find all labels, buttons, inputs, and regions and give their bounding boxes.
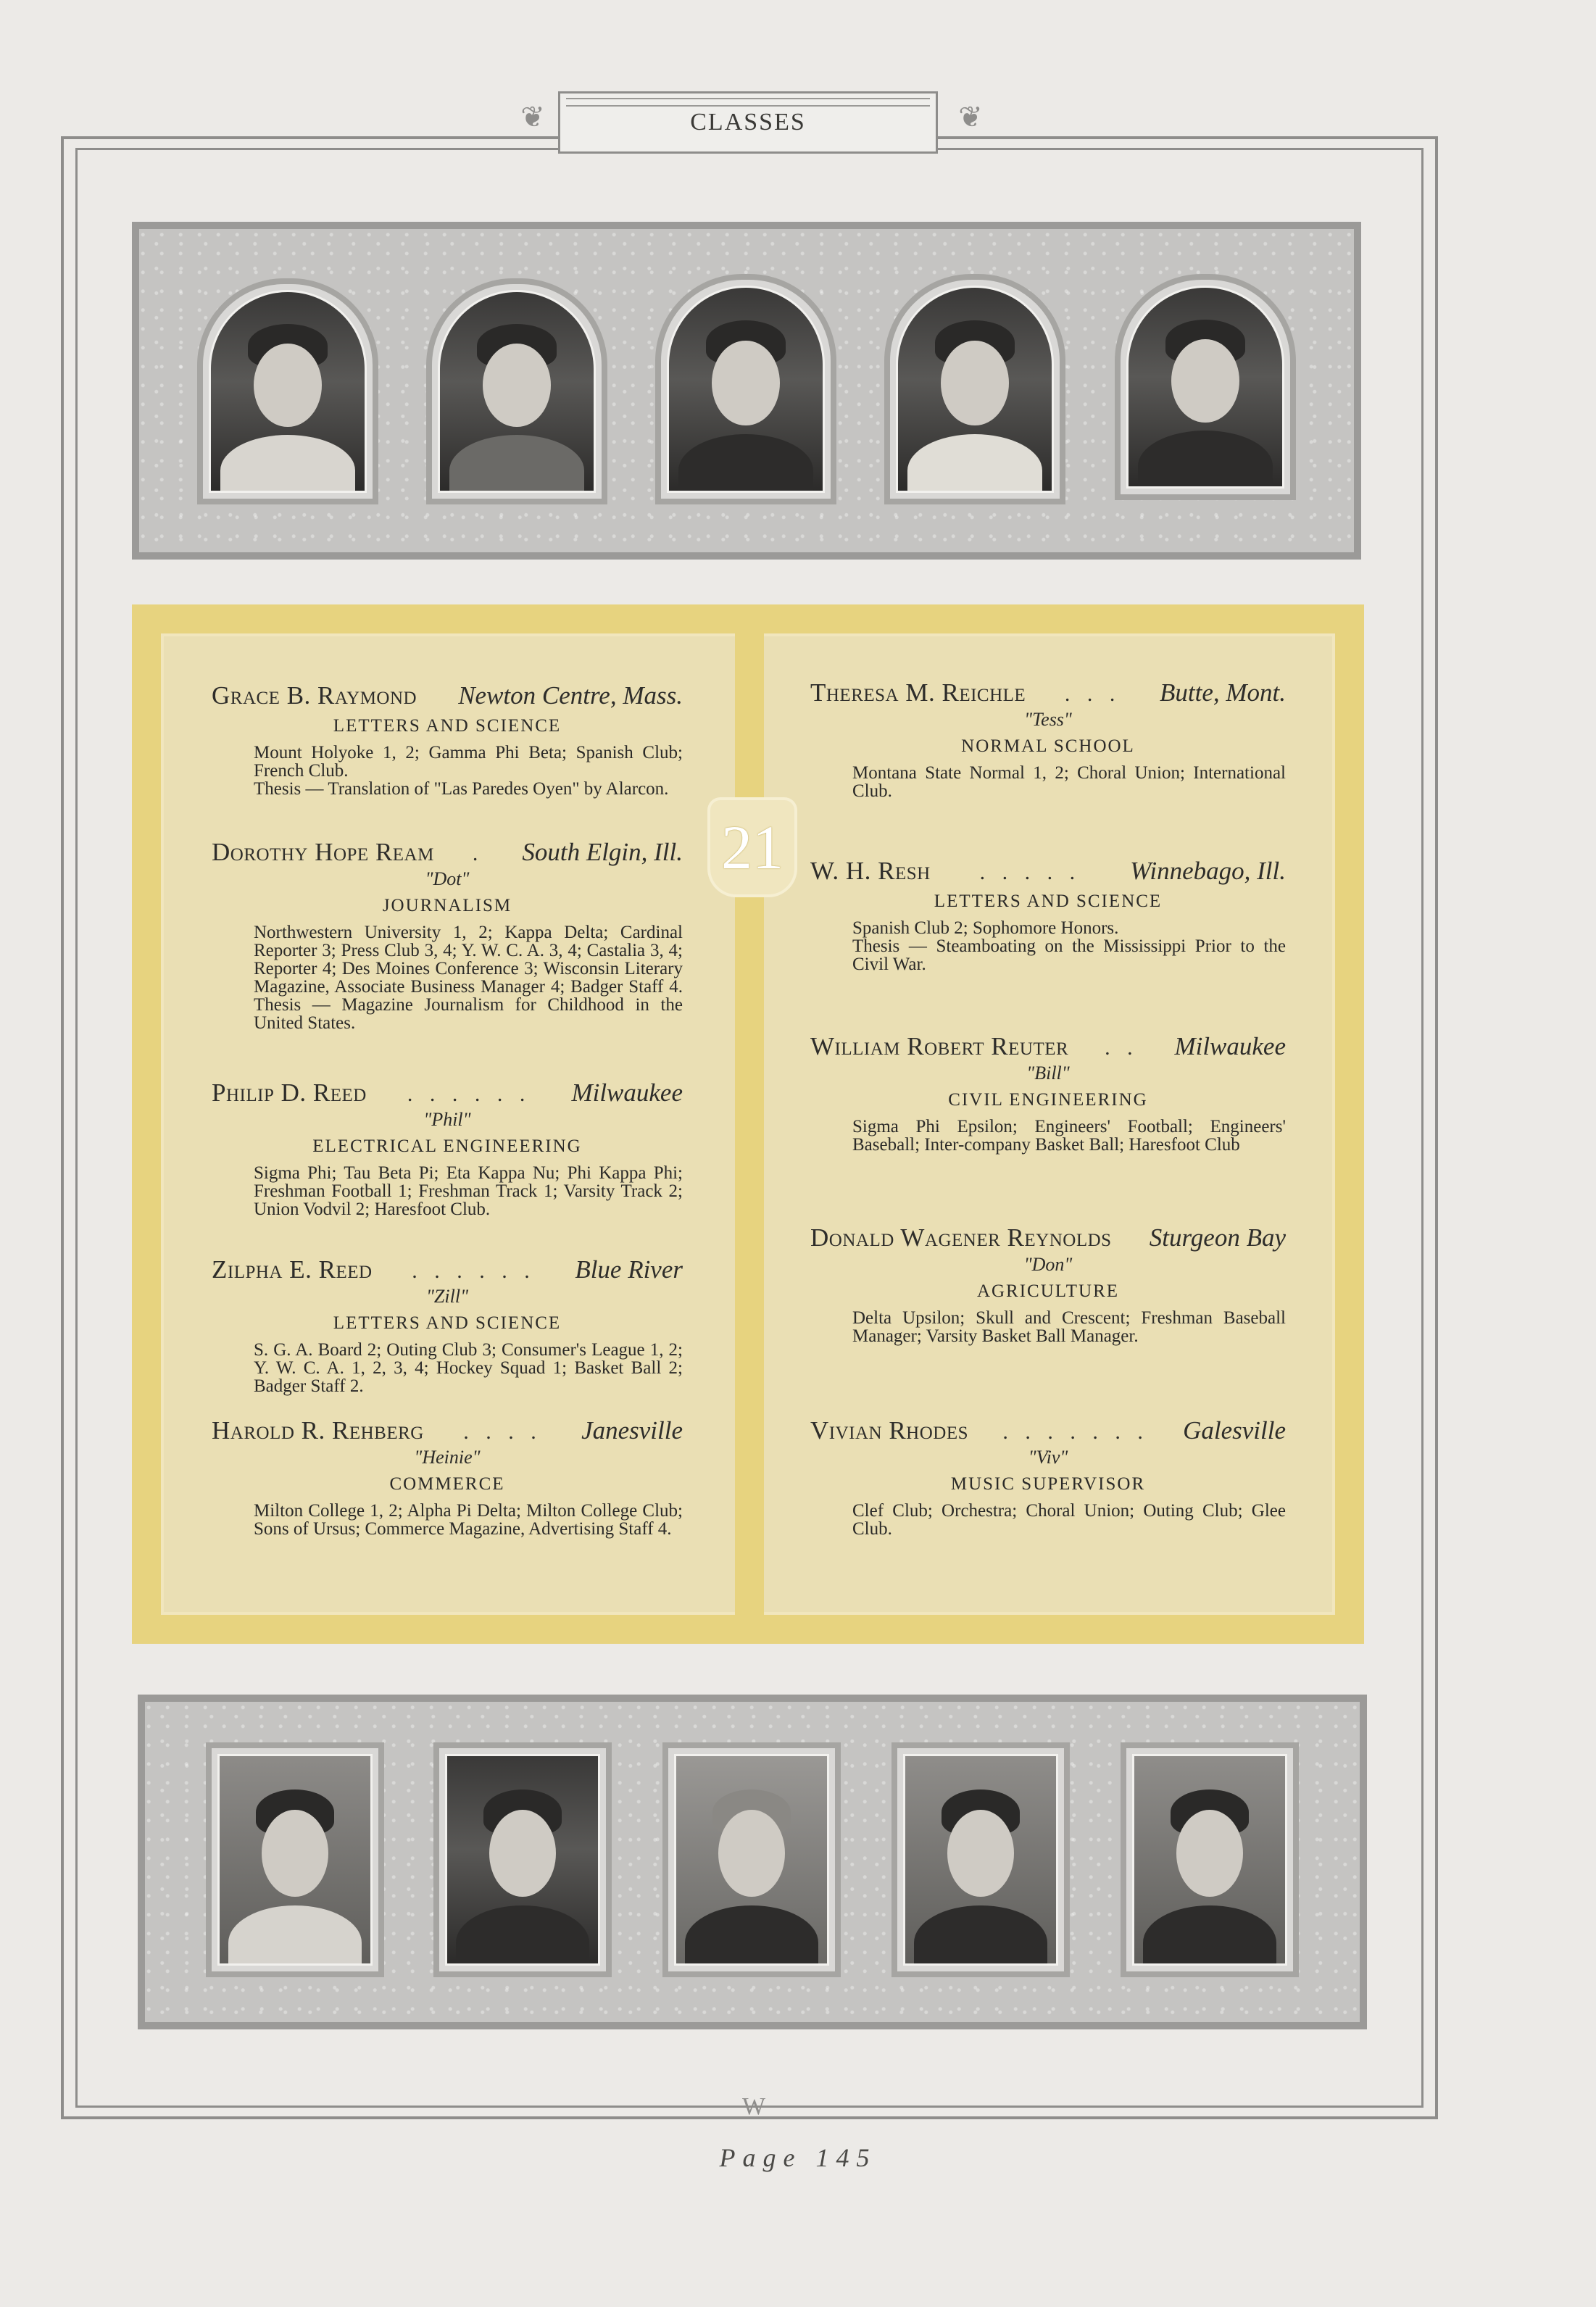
student-name: William Robert Reuter bbox=[810, 1032, 1069, 1060]
hometown: Milwaukee bbox=[571, 1078, 683, 1107]
entry-donald-reynolds bbox=[810, 1223, 1286, 1345]
portrait-zilpha-reed bbox=[884, 274, 1065, 504]
department: NORMAL SCHOOL bbox=[961, 736, 1135, 756]
hometown: Janesville bbox=[581, 1416, 683, 1445]
department: COMMERCE bbox=[389, 1474, 505, 1494]
activities: Mount Holyoke 1, 2; Gamma Phi Beta; Spanish Club; French Club. bbox=[254, 743, 683, 781]
hometown: Blue River bbox=[575, 1255, 683, 1284]
column-divider bbox=[735, 633, 764, 1615]
nickname: "Tess" bbox=[1024, 709, 1072, 730]
department: MUSIC SUPERVISOR bbox=[950, 1474, 1146, 1494]
department: LETTERS AND SCIENCE bbox=[333, 716, 562, 736]
entry-wh-resh bbox=[810, 857, 1286, 973]
activities: Montana State Normal 1, 2; Choral Union; International Club. bbox=[852, 763, 1286, 801]
entry-zilpha-reed bbox=[212, 1255, 683, 1395]
nickname: "Phil" bbox=[423, 1109, 471, 1130]
activities: Clef Club; Orchestra; Choral Union; Outing Club; Glee Club. bbox=[852, 1501, 1286, 1539]
leader-dots: . . . . . . bbox=[412, 1259, 536, 1283]
section-title: CLASSES bbox=[558, 91, 938, 154]
hometown: South Elgin, Ill. bbox=[522, 838, 683, 866]
nickname: "Don" bbox=[1023, 1254, 1073, 1275]
leader-dots: . . . bbox=[1064, 682, 1121, 706]
nickname: "Bill" bbox=[1026, 1063, 1070, 1084]
thesis: Thesis — Translation of "Las Paredes Oyen" by Alarcon. bbox=[254, 779, 669, 799]
activities: Spanish Club 2; Sophomore Honors. bbox=[852, 918, 1119, 938]
leader-dots: . bbox=[472, 841, 484, 865]
student-name: Donald Wagener Reynolds bbox=[810, 1223, 1112, 1252]
student-name: Grace B. Raymond bbox=[212, 681, 417, 710]
student-name: Vivian Rhodes bbox=[810, 1416, 969, 1445]
nickname: "Dot" bbox=[425, 868, 470, 889]
department: LETTERS AND SCIENCE bbox=[333, 1313, 562, 1333]
department: LETTERS AND SCIENCE bbox=[934, 891, 1163, 911]
portrait-grace-raymond bbox=[197, 278, 378, 504]
student-name: Philip D. Reed bbox=[212, 1078, 367, 1107]
scroll-ornament-right: ❦ bbox=[958, 101, 983, 133]
entry-grace-raymond bbox=[212, 681, 683, 798]
portrait-philip-reed bbox=[655, 274, 836, 504]
portrait-wh-resh bbox=[433, 1742, 612, 1977]
entry-vivian-rhodes bbox=[810, 1416, 1286, 1538]
department: CIVIL ENGINEERING bbox=[948, 1090, 1148, 1110]
leader-dots: . . bbox=[1105, 1036, 1139, 1060]
leader-dots: . . . . . bbox=[979, 860, 1081, 884]
student-name: Theresa M. Reichle bbox=[810, 678, 1026, 707]
thesis: Thesis — Magazine Journalism for Childhood in the United States. bbox=[254, 995, 683, 1033]
nickname: "Zill" bbox=[426, 1286, 468, 1307]
activities: S. G. A. Board 2; Outing Club 3; Consumer's League 1, 2; Y. W. C. A. 1, 2, 3, 4; Hockey Squad 1; Basket Ball 2; Badger Staff 2. bbox=[254, 1340, 683, 1396]
activities: Northwestern University 1, 2; Kappa Delta; Cardinal Reporter 3; Press Club 3, 4; Y. W. C. A. 3, 4; Castalia 3, 4; Reporter 4; Des Moines Conference 3; Wisconsin Literary Magazine, Associate Business Manager 4; Badger Staff 4. bbox=[254, 923, 683, 997]
student-name: W. H. Resh bbox=[810, 857, 931, 885]
hometown: Winnebago, Ill. bbox=[1130, 857, 1286, 885]
activities: Sigma Phi Epsilon; Engineers' Football; Engineers' Baseball; Inter-company Basket Ball; Haresfoot Club bbox=[852, 1117, 1286, 1155]
portrait-theresa-reichle bbox=[206, 1742, 384, 1977]
student-name: Zilpha E. Reed bbox=[212, 1255, 373, 1284]
portrait-dorothy-ream bbox=[426, 278, 607, 504]
department: JOURNALISM bbox=[382, 896, 512, 915]
hometown: Galesville bbox=[1183, 1416, 1286, 1445]
activities: Delta Upsilon; Skull and Crescent; Freshman Baseball Manager; Varsity Basket Ball Manager. bbox=[852, 1308, 1286, 1346]
leader-dots: . . . . . . . bbox=[1002, 1420, 1149, 1444]
student-name: Dorothy Hope Ream bbox=[212, 838, 434, 866]
page-number: Page 145 bbox=[719, 2143, 877, 2172]
entry-theresa-reichle bbox=[810, 678, 1286, 800]
scroll-ornament-left: ❦ bbox=[520, 101, 545, 133]
entry-harold-rehberg bbox=[212, 1416, 683, 1538]
portrait-vivian-rhodes bbox=[1121, 1742, 1299, 1977]
student-name: Harold R. Rehberg bbox=[212, 1416, 424, 1445]
thesis: Thesis — Steamboating on the Mississippi Prior to the Civil War. bbox=[852, 936, 1286, 974]
w-ornament: W bbox=[741, 2093, 766, 2120]
leader-dots: . . . . . . bbox=[407, 1082, 531, 1106]
class-year-badge: 21 bbox=[707, 797, 797, 897]
department: AGRICULTURE bbox=[976, 1281, 1120, 1301]
nickname: "Viv" bbox=[1028, 1447, 1068, 1468]
leader-dots: . . . . bbox=[463, 1420, 542, 1444]
portrait-william-reuter bbox=[662, 1742, 841, 1977]
hometown: Butte, Mont. bbox=[1160, 678, 1286, 707]
hometown: Sturgeon Bay bbox=[1149, 1223, 1286, 1252]
portrait-harold-rehberg bbox=[1115, 274, 1296, 500]
department: ELECTRICAL ENGINEERING bbox=[312, 1136, 582, 1156]
entry-philip-reed bbox=[212, 1078, 683, 1218]
hometown: Milwaukee bbox=[1174, 1032, 1286, 1060]
activities: Sigma Phi; Tau Beta Pi; Eta Kappa Nu; Phi Kappa Phi; Freshman Football 1; Freshman Track 1; Varsity Track 2; Union Vodvil 2; Haresfoot Club. bbox=[254, 1163, 683, 1219]
entry-william-reuter bbox=[810, 1032, 1286, 1154]
entry-dorothy-ream bbox=[212, 838, 683, 1032]
activities: Milton College 1, 2; Alpha Pi Delta; Milton College Club; Sons of Ursus; Commerce Magazine, Advertising Staff 4. bbox=[254, 1501, 683, 1539]
hometown: Newton Centre, Mass. bbox=[458, 681, 683, 710]
nickname: "Heinie" bbox=[414, 1447, 481, 1468]
portrait-donald-reynolds bbox=[891, 1742, 1070, 1977]
